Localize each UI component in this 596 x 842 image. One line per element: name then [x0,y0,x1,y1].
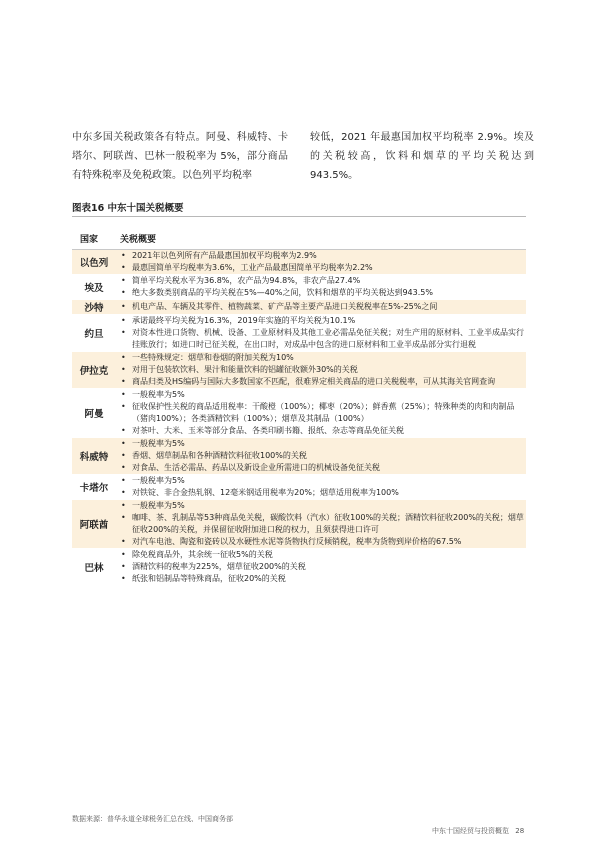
table-row [72,300,526,315]
country-name: 巴林 [72,549,116,586]
tariff-item: • 对资本性进口货物、机械、设备、工业原材料及其他工业必需品免征关税；对生产用的原材料、工业半成品实行挂账放行；如进口时已征关税，在出口时，对成品中包含的进口原材料和工业半成品部分实行退税 [116,327,526,351]
tariff-item-list [116,500,526,548]
table-row [72,275,526,300]
intro-right-text: 较低，2021 年最惠国加权平均税率 2.9%。埃及的关税较高，饮料和烟草的平均关税达到 943.5%。 [310,132,534,181]
tariff-item: • 最惠国简单平均税率为3.6%，工业产品最惠国简单平均税率为2.2% [116,262,526,274]
tariff-item-list [116,389,526,437]
tariff-item-list [116,315,526,351]
tariff-item-list [116,275,526,299]
figure-title-divider [72,216,526,217]
column-header-country: 国家 [72,227,116,250]
footer-title: 中东十国经贸与投资概览 [432,827,509,835]
country-name: 卡塔尔 [72,475,116,500]
tariff-item: • 一般税率为5% [116,475,526,487]
column-header-summary: 关税概要 [116,227,526,250]
tariff-item: • 对铁锭、非合金热轧钢、12毫米钢适用税率为20%；烟草适用税率为100% [116,487,526,499]
table-row [72,438,526,475]
figure-title: 图表16 中东十国关税概要 [72,203,184,214]
country-name: 伊拉克 [72,352,116,389]
table-row [72,315,526,352]
page-footer [432,826,524,836]
tariff-item-list [116,301,526,313]
country-name: 沙特 [72,300,116,315]
tariff-item: • 一般税率为5% [116,500,526,512]
tariff-item: • 机电产品、车辆及其零件、植物蔬菜、矿产品等主要产品进口关税税率在5%-25%之间 [116,301,526,313]
table-row [72,250,526,275]
tariff-item: • 一般税率为5% [116,389,526,401]
data-source-note: 数据来源：普华永道全球税务汇总在线、中国商务部 [72,815,233,823]
tariff-summary-cell [116,500,526,549]
tariff-item-list [116,250,526,274]
tariff-item: • 对食品、生活必需品、药品以及新设企业所需进口的机械设备免征关税 [116,462,526,474]
country-name: 阿联酋 [72,500,116,549]
tariff-item: • 酒精饮料的税率为225%，烟草征收200%的关税 [116,561,526,573]
table-row [72,352,526,389]
tariff-item: • 对用于包装软饮料、果汁和能量饮料的铝罐征收额外30%的关税 [116,364,526,376]
table-row [72,389,526,438]
table-body [72,250,526,586]
tariff-summary-cell [116,389,526,438]
tariff-summary-cell [116,549,526,586]
tariff-summary-cell [116,438,526,475]
tariff-item-list [116,438,526,474]
country-name: 埃及 [72,275,116,300]
tariff-item-list [116,475,526,499]
tariff-summary-cell [116,475,526,500]
tariff-item: • 绝大多数类别商品的平均关税在5%—40%之间，饮料和烟草的平均关税达到943.5% [116,287,526,299]
tariff-item: • 对汽车电池、陶瓷和瓷砖以及水硬性水泥等货物执行反倾销税，税率为货物到岸价格的67.5% [116,536,526,548]
tariff-item: • 咖啡、茶、乳制品等53种商品免关税，碳酸饮料（汽水）征收100%的关税；酒精饮料征收200%的关税；烟草征收200%的关税，并保留征收附加进口税的权力，且须获得进口许可 [116,512,526,536]
tariff-item: • 对茶叶、大米、玉米等部分食品、各类印刷书籍、报纸、杂志等商品免征关税 [116,425,526,437]
tariff-item: • 一般税率为5% [116,438,526,450]
tariff-summary-cell [116,352,526,389]
tariff-item: • 香烟、烟草制品和各种酒精饮料征收100%的关税 [116,450,526,462]
tariff-summary-cell [116,300,526,315]
tariff-item: • 纸张和铝制品等特殊商品，征收20%的关税 [116,573,526,585]
tariff-item-list [116,549,526,585]
country-name: 科威特 [72,438,116,475]
tariff-item: • 征收保护性关税的商品适用税率：干酸橙（100%）；椰枣（20%）；鲜香蕉（25%）；特殊种类的肉和肉制品（猪肉100%）；各类酒精饮料（100%）；烟草及其制品（100%） [116,401,526,425]
table-row [72,475,526,500]
table-header-row [72,227,526,250]
tariff-item: • 商品归类及HS编码与国际大多数国家不匹配，很难界定相关商品的进口关税税率，可从其海关官网查询 [116,376,526,388]
tariff-summary-cell [116,315,526,352]
tariff-item: • 简单平均关税水平为36.8%，农产品为94.8%，非农产品27.4% [116,275,526,287]
tariff-summary-cell [116,275,526,300]
tariff-item: • 除免税商品外，其余统一征收5%的关税 [116,549,526,561]
tariff-item-list [116,352,526,388]
country-name: 阿曼 [72,389,116,438]
tariff-item: • 一些特殊规定：烟草和卷烟的附加关税为10% [116,352,526,364]
intro-right-column [310,128,534,185]
intro-left-text: 中东多国关税政策各有特点。阿曼、科威特、卡塔尔、阿联酋、巴林一般税率为 5%，部分商品有特殊税率及免税政策。以色列平均税率 [72,132,288,181]
page-number: 28 [515,827,525,835]
tariff-item: • 2021年以色列所有产品最惠国加权平均税率为2.9% [116,250,526,262]
tariff-summary-table [72,227,526,586]
intro-left-column [72,128,288,185]
tariff-summary-cell [116,250,526,275]
country-name: 以色列 [72,250,116,275]
tariff-item: • 承诺最终平均关税为16.3%，2019年实施的平均关税为10.1% [116,315,526,327]
table-row [72,500,526,549]
table-row [72,549,526,586]
country-name: 约旦 [72,315,116,352]
